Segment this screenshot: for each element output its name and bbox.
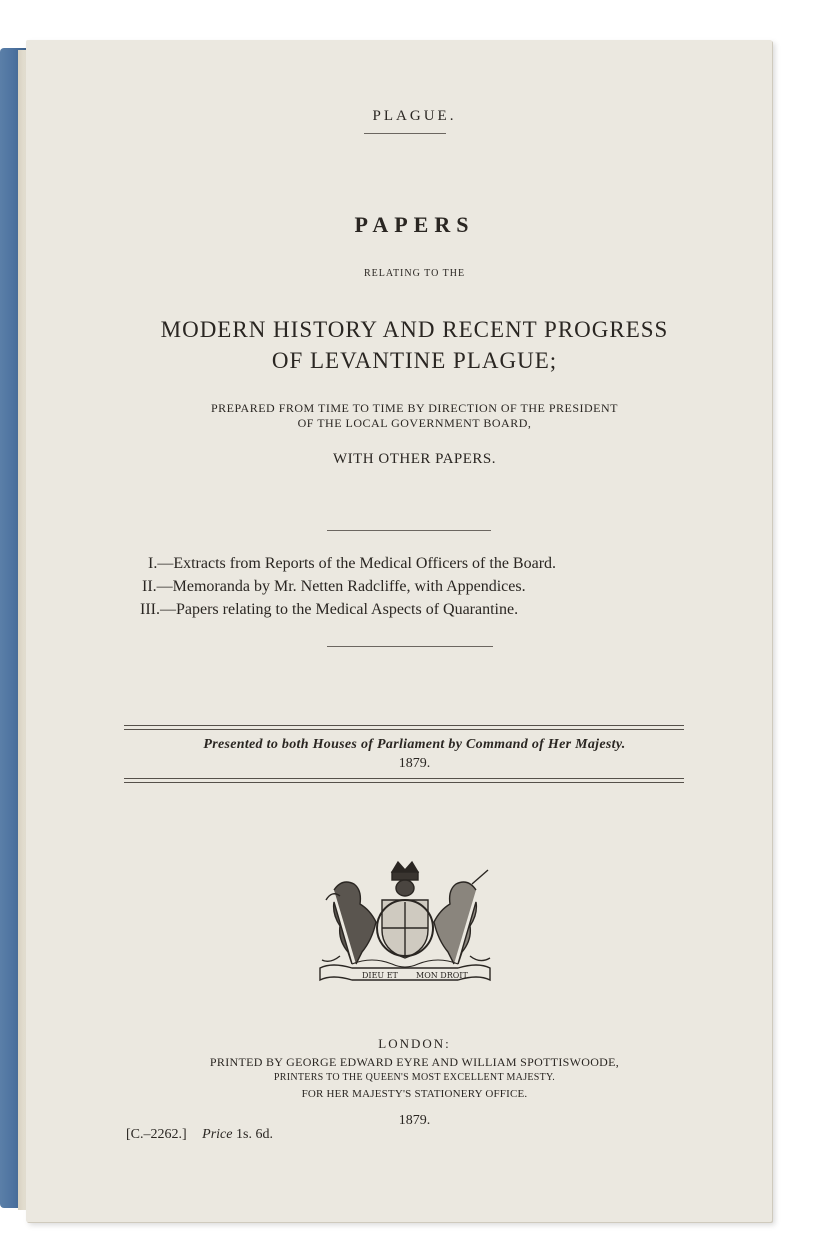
contents-item-3: III.—Papers relating to the Medical Aspects of Quarantine. [140,601,519,618]
imprint-printers: PRINTED BY GEORGE EDWARD EYRE AND WILLIAM SPOTTISWOODE, [209,1055,620,1069]
command-paper-reference [126,1127,273,1143]
divider-rule [327,530,491,531]
contents-item-1: I.—Extracts from Reports of the Medical Officers of the Board. [148,555,557,572]
section-heading: PLAGUE. [372,108,457,124]
crest-motto-left: DIEU ET [362,971,398,980]
imprint-year: 1879. [398,1113,431,1128]
prepared-note [0,401,829,431]
imprint-city: LONDON: [378,1036,451,1051]
prepared-line-1: PREPARED FROM TIME TO TIME BY DIRECTION OF THE PRESIDENT [210,401,619,415]
crest-motto-right: MON DROIT [416,971,468,980]
imprint-queens-printers: PRINTERS TO THE QUEEN'S MOST EXCELLENT MAJESTY. [273,1072,556,1083]
other-papers-line: WITH OTHER PAPERS. [332,451,497,467]
heading-rule [364,133,446,134]
relating-line: RELATING TO THE [363,268,466,279]
command-code: [C.–2262.] [126,1127,187,1142]
double-rule-bottom [124,778,684,783]
royal-coat-of-arms-icon [312,860,498,984]
price-value: 1s. 6d. [236,1127,273,1142]
presented-year: 1879. [398,756,431,771]
presented-line: Presented to both Houses of Parliament by Command of Her Majesty. [203,737,626,752]
contents-list [140,552,556,621]
main-title-line-1: MODERN HISTORY AND RECENT PROGRESS [160,317,669,342]
price-label: Price [202,1127,233,1142]
prepared-line-2: OF THE LOCAL GOVERNMENT BOARD, [297,416,532,430]
main-title [0,314,829,376]
papers-title: PAPERS [354,212,475,237]
divider-rule [327,646,493,647]
contents-item-2: II.—Memoranda by Mr. Netten Radcliffe, with Appendices. [142,578,526,595]
double-rule-top [124,725,684,730]
imprint-office: FOR HER MAJESTY'S STATIONERY OFFICE. [301,1088,528,1100]
main-title-line-2: OF LEVANTINE PLAGUE; [271,348,558,373]
